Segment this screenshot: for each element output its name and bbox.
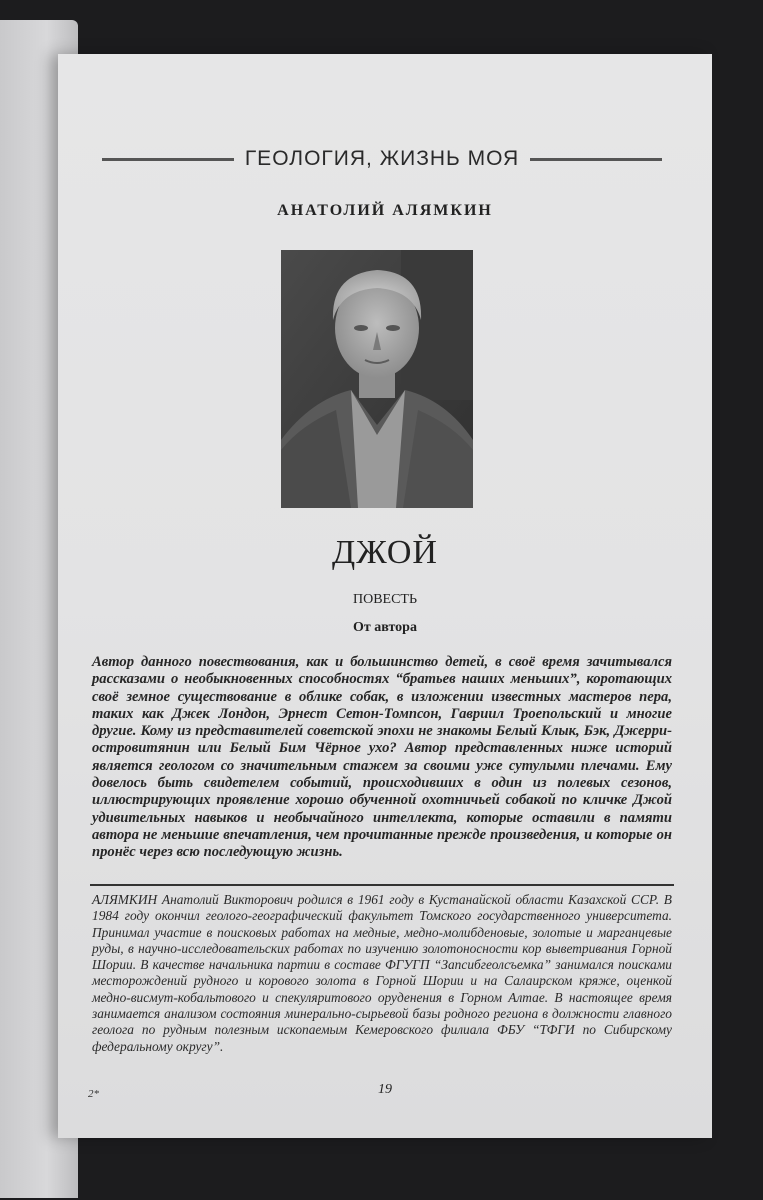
author-photo [281,250,473,508]
author-photo-image [281,250,473,508]
author-bio-paragraph: АЛЯМКИН Анатолий Викторович родился в 1961 году в Кустанайской области Казахской ССР. В 1984 году окончил геолого-географический факультет Томского государственного университета. Принимал участие в поисковых работах на медные, медно-молибденовые, золотые и марганцевые руды, в научно-исследовательских работах по изучению золотоносности кор выветривания Горной Шории. В качестве начальника партии в составе ФГУГП “Запсибгеолсъемка” занимался поисками месторождений рудного и корового золота в Горной Шории и на Салаирском кряже, оценкой медно-висмут-кобальтового и спекуляритового оруденения в Горном Алтае. В настоящее время занимается анализом состояния минерально-сырьевой базы родного региона в должности главного геолога по рудным полезным ископаемым Кемеровского филиала ФБУ “ТФГИ по Сибирскому федеральному округу”. [92,892,672,1054]
section-header [102,146,662,172]
story-genre: ПОВЕСТЬ [352,592,418,607]
author-foreword-paragraph: Автор данного повествования, как и большинство детей, в своё время зачитывался рассказами о необыкновенных способностях “братьев наших меньших”, коротающих своё земное существование в облике собак, в изложении известных мастеров пера, таких как Джек Лондон, Эрнест Сетон-Томпсон, Гавриил Троепольский и многие другие. Кому из представителей советской эпохи не знакомы Белый Клык, Бэк, Джерри-островитянин или Белый Бим Чёрное ухо? Автор представленных ниже историй является геологом со значительным стажем за своими уже сутулыми плечами. Ему довелось быть свидетелем событий, происходивших в один из полевых сезонов, иллюстрирующих проявление хорошо обученной охотничьей собакой по кличке Джой удивительных навыков и необычайного интеллекта, которые оставили в памяти автора не меньшие впечатления, чем прочитанные прежде произведения, и которые он пронёс через всю последующую жизнь. [92,654,672,861]
header-rule-left [102,158,234,161]
author-name: АНАТОЛИЙ АЛЯМКИН [277,202,493,219]
story-title: ДЖОЙ [332,534,438,571]
signature-mark: 2* [88,1088,99,1100]
page-number: 19 [378,1082,392,1097]
book-page [58,54,712,1138]
from-author-heading: От автора [353,620,417,635]
header-rule-right [530,158,662,161]
bio-divider [90,884,674,886]
section-title: ГЕОЛОГИЯ, ЖИЗНЬ МОЯ [244,147,520,170]
